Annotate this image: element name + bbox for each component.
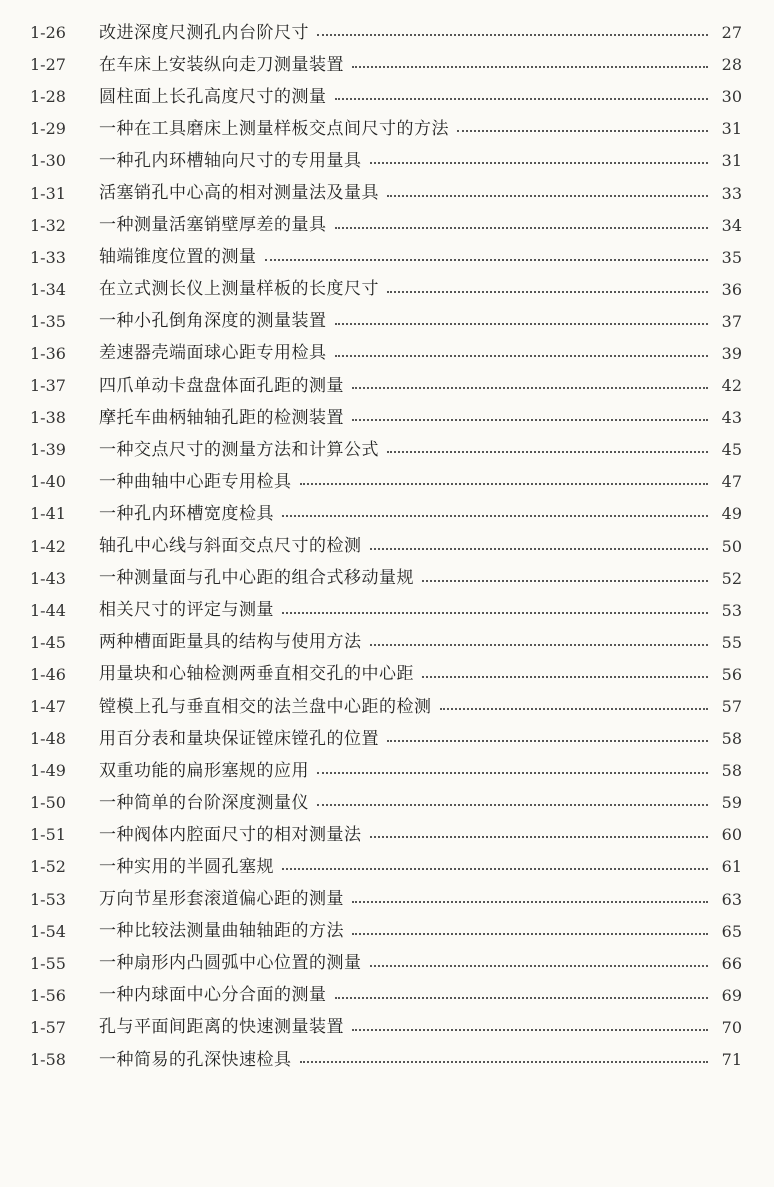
dot-leader bbox=[335, 323, 709, 325]
entry-number: 1-53 bbox=[30, 889, 66, 909]
entry-page-number: 30 bbox=[721, 87, 742, 107]
entry-number: 1-46 bbox=[30, 664, 66, 684]
entry-number: 1-34 bbox=[30, 279, 66, 299]
toc-entry bbox=[0, 948, 774, 980]
toc-entry bbox=[0, 723, 774, 755]
entry-body bbox=[99, 923, 742, 940]
entry-page-number: 27 bbox=[721, 23, 742, 43]
toc-entry bbox=[0, 916, 774, 948]
dot-leader bbox=[335, 355, 709, 357]
entry-number: 1-33 bbox=[30, 247, 66, 267]
entry-page-number: 35 bbox=[721, 247, 742, 267]
toc-entry bbox=[0, 531, 774, 563]
dot-leader bbox=[282, 612, 708, 614]
entry-body bbox=[99, 1049, 742, 1070]
entry-title: 镗模上孔与垂直相交的法兰盘中心距的检测 bbox=[99, 696, 432, 717]
entry-page-number: 28 bbox=[721, 55, 742, 75]
toc-entry bbox=[0, 498, 774, 530]
dot-leader bbox=[282, 868, 708, 870]
entry-body bbox=[99, 760, 742, 781]
entry-title: 孔与平面间距离的快速测量装置 bbox=[99, 1017, 344, 1038]
entry-page-number: 55 bbox=[721, 632, 742, 652]
entry-body bbox=[99, 471, 742, 492]
dot-leader bbox=[387, 451, 708, 453]
entry-page-number: 58 bbox=[721, 761, 742, 781]
entry-number: 1-40 bbox=[30, 472, 66, 492]
entry-page-number: 58 bbox=[721, 729, 742, 749]
entry-number: 1-47 bbox=[30, 697, 66, 717]
entry-title: 摩托车曲柄轴轴孔距的检测装置 bbox=[99, 407, 344, 428]
entry-number: 1-29 bbox=[30, 119, 66, 139]
dot-leader bbox=[265, 259, 709, 261]
toc-entry bbox=[0, 884, 774, 916]
entry-body bbox=[99, 86, 742, 107]
dot-leader bbox=[335, 997, 709, 999]
entry-page-number: 66 bbox=[721, 953, 742, 973]
dot-leader bbox=[352, 901, 708, 903]
entry-number: 1-54 bbox=[30, 921, 66, 941]
entry-page-number: 60 bbox=[721, 825, 742, 845]
dot-leader bbox=[317, 772, 708, 774]
toc-entry bbox=[0, 1012, 774, 1044]
dot-leader bbox=[317, 804, 708, 806]
entry-page-number: 39 bbox=[721, 343, 742, 363]
dot-leader bbox=[370, 548, 709, 550]
entry-title: 在立式测长仪上测量样板的长度尺寸 bbox=[99, 279, 379, 300]
entry-body bbox=[99, 602, 742, 619]
entry-number: 1-52 bbox=[30, 857, 66, 877]
dot-leader bbox=[352, 1029, 708, 1031]
entry-body bbox=[99, 281, 742, 298]
entry-body bbox=[99, 345, 742, 362]
toc-entry bbox=[0, 595, 774, 627]
entry-title: 活塞销孔中心高的相对测量法及量具 bbox=[99, 183, 379, 204]
entry-body bbox=[99, 856, 742, 877]
entry-page-number: 61 bbox=[721, 857, 742, 877]
dot-leader bbox=[440, 708, 709, 710]
entry-page-number: 65 bbox=[721, 921, 742, 941]
toc-entry bbox=[0, 113, 774, 145]
entry-number: 1-45 bbox=[30, 632, 66, 652]
toc-entry bbox=[0, 210, 774, 242]
toc-entry bbox=[0, 1044, 774, 1076]
entry-body bbox=[99, 503, 742, 524]
entry-page-number: 45 bbox=[721, 440, 742, 460]
dot-leader bbox=[457, 130, 708, 132]
dot-leader bbox=[387, 740, 708, 742]
entry-body bbox=[99, 150, 742, 171]
entry-page-number: 31 bbox=[721, 119, 742, 139]
dot-leader bbox=[335, 227, 709, 229]
entry-page-number: 33 bbox=[721, 183, 742, 203]
toc-entry bbox=[0, 177, 774, 209]
entry-page-number: 57 bbox=[721, 697, 742, 717]
entry-title: 相关尺寸的评定与测量 bbox=[99, 600, 274, 621]
toc-entry bbox=[0, 338, 774, 370]
table-of-contents bbox=[0, 17, 774, 1076]
toc-entry bbox=[0, 659, 774, 691]
dot-leader bbox=[352, 419, 708, 421]
toc-entry bbox=[0, 466, 774, 498]
entry-title: 一种测量面与孔中心距的组合式移动量规 bbox=[99, 568, 414, 589]
toc-entry bbox=[0, 274, 774, 306]
entry-title: 一种测量活塞销壁厚差的量具 bbox=[99, 215, 327, 236]
entry-number: 1-41 bbox=[30, 504, 66, 524]
toc-entry bbox=[0, 819, 774, 851]
entry-title: 一种比较法测量曲轴轴距的方法 bbox=[99, 921, 344, 942]
dot-leader bbox=[300, 483, 709, 485]
entry-number: 1-58 bbox=[30, 1050, 66, 1070]
entry-body bbox=[99, 185, 742, 202]
entry-title: 一种在工具磨床上测量样板交点间尺寸的方法 bbox=[99, 118, 449, 139]
entry-title: 改进深度尺测孔内台阶尺寸 bbox=[99, 22, 309, 43]
dot-leader bbox=[370, 836, 709, 838]
toc-entry bbox=[0, 370, 774, 402]
toc-entry bbox=[0, 787, 774, 819]
entry-title: 差速器壳端面球心距专用检具 bbox=[99, 343, 327, 364]
entry-body bbox=[99, 891, 742, 908]
toc-entry bbox=[0, 49, 774, 81]
entry-number: 1-27 bbox=[30, 55, 66, 75]
entry-body bbox=[99, 217, 742, 234]
entry-title: 一种曲轴中心距专用检具 bbox=[99, 471, 292, 492]
dot-leader bbox=[352, 387, 708, 389]
entry-number: 1-31 bbox=[30, 183, 66, 203]
entry-page-number: 63 bbox=[721, 889, 742, 909]
entry-body bbox=[99, 313, 742, 330]
entry-page-number: 70 bbox=[721, 1017, 742, 1037]
entry-page-number: 69 bbox=[721, 985, 742, 1005]
entry-page-number: 47 bbox=[721, 472, 742, 492]
entry-body bbox=[99, 987, 742, 1004]
entry-body bbox=[99, 955, 742, 972]
dot-leader bbox=[422, 580, 708, 582]
entry-body bbox=[99, 439, 742, 460]
entry-number: 1-26 bbox=[30, 23, 66, 43]
toc-entry bbox=[0, 980, 774, 1012]
entry-title: 双重功能的扁形塞规的应用 bbox=[99, 760, 309, 781]
entry-page-number: 53 bbox=[721, 600, 742, 620]
entry-number: 1-37 bbox=[30, 376, 66, 396]
entry-number: 1-39 bbox=[30, 440, 66, 460]
toc-entry bbox=[0, 17, 774, 49]
entry-title: 四爪单动卡盘盘体面孔距的测量 bbox=[99, 375, 344, 396]
entry-number: 1-36 bbox=[30, 343, 66, 363]
entry-title: 万向节星形套滚道偏心距的测量 bbox=[99, 889, 344, 910]
entry-body bbox=[99, 375, 742, 396]
entry-body bbox=[99, 407, 742, 428]
entry-body bbox=[99, 824, 742, 845]
entry-page-number: 49 bbox=[721, 504, 742, 524]
entry-title: 一种孔内环槽宽度检具 bbox=[99, 503, 274, 524]
dot-leader bbox=[387, 291, 708, 293]
entry-title: 一种实用的半圆孔塞规 bbox=[99, 856, 274, 877]
dot-leader bbox=[370, 162, 709, 164]
entry-body bbox=[99, 696, 742, 717]
entry-page-number: 37 bbox=[721, 311, 742, 331]
entry-body bbox=[99, 118, 742, 139]
entry-page-number: 50 bbox=[721, 536, 742, 556]
entry-page-number: 71 bbox=[721, 1050, 742, 1070]
entry-page-number: 31 bbox=[721, 151, 742, 171]
dot-leader bbox=[370, 965, 709, 967]
entry-page-number: 56 bbox=[721, 664, 742, 684]
dot-leader bbox=[317, 34, 708, 36]
entry-page-number: 34 bbox=[721, 215, 742, 235]
toc-entry bbox=[0, 851, 774, 883]
entry-title: 一种简单的台阶深度测量仪 bbox=[99, 792, 309, 813]
toc-entry bbox=[0, 627, 774, 659]
entry-body bbox=[99, 634, 742, 651]
entry-number: 1-50 bbox=[30, 793, 66, 813]
entry-body bbox=[99, 249, 742, 266]
entry-number: 1-28 bbox=[30, 87, 66, 107]
entry-page-number: 36 bbox=[721, 279, 742, 299]
entry-title: 用量块和心轴检测两垂直相交孔的中心距 bbox=[99, 664, 414, 685]
toc-entry bbox=[0, 402, 774, 434]
dot-leader bbox=[300, 1061, 709, 1063]
entry-page-number: 43 bbox=[721, 408, 742, 428]
entry-number: 1-44 bbox=[30, 600, 66, 620]
entry-title: 一种内球面中心分合面的测量 bbox=[99, 985, 327, 1006]
entry-title: 一种阀体内腔面尺寸的相对测量法 bbox=[99, 824, 362, 845]
entry-title: 一种简易的孔深快速检具 bbox=[99, 1049, 292, 1070]
entry-number: 1-43 bbox=[30, 568, 66, 588]
toc-entry bbox=[0, 691, 774, 723]
dot-leader bbox=[387, 195, 708, 197]
dot-leader bbox=[282, 515, 708, 517]
entry-title: 轴端锥度位置的测量 bbox=[99, 247, 257, 268]
entry-title: 在车床上安装纵向走刀测量装置 bbox=[99, 54, 344, 75]
dot-leader bbox=[335, 98, 709, 100]
entry-page-number: 42 bbox=[721, 376, 742, 396]
entry-title: 用百分表和量块保证镗床镗孔的位置 bbox=[99, 728, 379, 749]
entry-title: 两种槽面距量具的结构与使用方法 bbox=[99, 632, 362, 653]
toc-entry bbox=[0, 434, 774, 466]
toc-entry bbox=[0, 81, 774, 113]
entry-body bbox=[99, 538, 742, 555]
entry-number: 1-56 bbox=[30, 985, 66, 1005]
entry-body bbox=[99, 54, 742, 75]
dot-leader bbox=[370, 644, 709, 646]
entry-body bbox=[99, 570, 742, 587]
entry-number: 1-51 bbox=[30, 825, 66, 845]
entry-page-number: 52 bbox=[721, 568, 742, 588]
entry-number: 1-32 bbox=[30, 215, 66, 235]
toc-entry bbox=[0, 306, 774, 338]
entry-body bbox=[99, 1019, 742, 1036]
entry-title: 一种交点尺寸的测量方法和计算公式 bbox=[99, 439, 379, 460]
entry-body bbox=[99, 666, 742, 683]
entry-number: 1-35 bbox=[30, 311, 66, 331]
dot-leader bbox=[352, 933, 708, 935]
entry-number: 1-55 bbox=[30, 953, 66, 973]
entry-number: 1-57 bbox=[30, 1017, 66, 1037]
dot-leader bbox=[352, 66, 708, 68]
entry-body bbox=[99, 728, 742, 749]
entry-body bbox=[99, 792, 742, 813]
toc-entry bbox=[0, 242, 774, 274]
entry-body bbox=[99, 22, 742, 43]
toc-entry bbox=[0, 563, 774, 595]
entry-title: 一种孔内环槽轴向尺寸的专用量具 bbox=[99, 150, 362, 171]
toc-entry bbox=[0, 755, 774, 787]
entry-title: 圆柱面上长孔高度尺寸的测量 bbox=[99, 86, 327, 107]
toc-entry bbox=[0, 145, 774, 177]
entry-number: 1-30 bbox=[30, 151, 66, 171]
entry-number: 1-49 bbox=[30, 761, 66, 781]
entry-number: 1-42 bbox=[30, 536, 66, 556]
entry-number: 1-48 bbox=[30, 729, 66, 749]
entry-title: 轴孔中心线与斜面交点尺寸的检测 bbox=[99, 536, 362, 557]
entry-number: 1-38 bbox=[30, 408, 66, 428]
entry-title: 一种小孔倒角深度的测量装置 bbox=[99, 311, 327, 332]
dot-leader bbox=[422, 676, 708, 678]
entry-page-number: 59 bbox=[721, 793, 742, 813]
entry-title: 一种扇形内凸圆弧中心位置的测量 bbox=[99, 953, 362, 974]
